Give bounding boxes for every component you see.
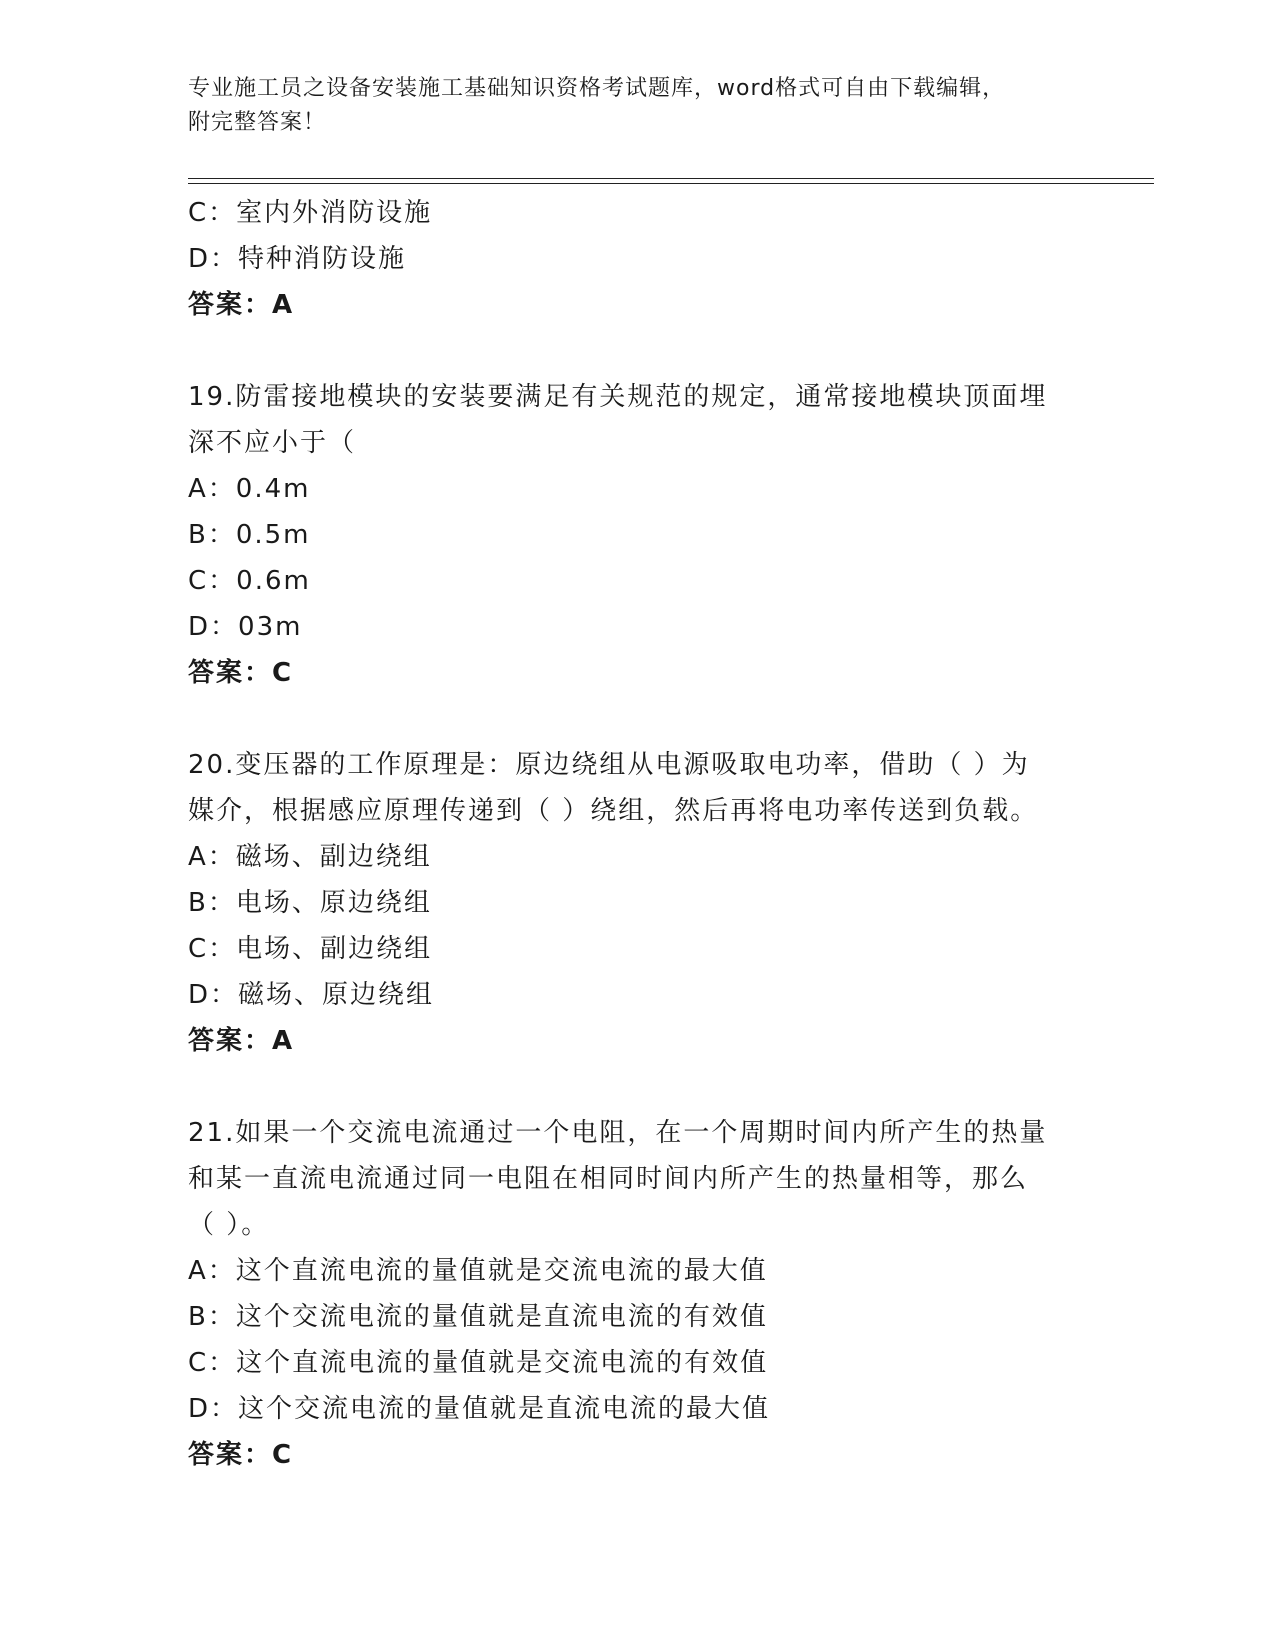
question-stem-line: 和某一直流电流通过同一电阻在相同时间内所产生的热量相等，那么 [188,1164,1029,1194]
question-21 [188,1110,1088,1478]
spacer [188,328,1088,374]
prev-question-block [188,190,1088,328]
answer-line: 答案：C [188,658,294,688]
question-stem-line: （ ）。 [188,1210,270,1240]
option-c: C：这个直流电流的量值就是交流电流的有效值 [188,1348,769,1378]
option-d: D：特种消防设施 [188,244,407,274]
spacer [188,1064,1088,1110]
answer-line: 答案：A [188,1026,295,1056]
document-header [188,72,1088,140]
question-20 [188,742,1088,1064]
option-c: C：电场、副边绕组 [188,934,433,964]
option-d: D：磁场、原边绕组 [188,980,435,1010]
option-a: A：磁场、副边绕组 [188,842,432,872]
option-a: A：0.4m [188,474,311,504]
header-rule-top [188,178,1154,179]
option-a: A：这个直流电流的量值就是交流电流的最大值 [188,1256,768,1286]
header-line-2: 附完整答案！ [188,110,327,135]
question-content [188,190,1088,1478]
question-19 [188,374,1088,696]
answer-line: 答案：A [188,290,295,320]
question-stem-line: 20.变压器的工作原理是：原边绕组从电源吸取电功率，借助（ ）为 [188,750,1030,780]
option-b: B：这个交流电流的量值就是直流电流的有效值 [188,1302,768,1332]
question-stem-line: 媒介，根据感应原理传递到（ ）绕组，然后再将电功率传送到负载。 [188,796,1039,826]
question-stem-line: 19.防雷接地模块的安装要满足有关规范的规定，通常接地模块顶面埋 [188,382,1048,412]
spacer [188,696,1088,742]
question-stem-line: 21.如果一个交流电流通过一个电阻，在一个周期时间内所产生的热量 [188,1118,1048,1148]
option-d: D：这个交流电流的量值就是直流电流的最大值 [188,1394,771,1424]
option-b: B：0.5m [188,520,311,550]
option-b: B：电场、原边绕组 [188,888,432,918]
header-rule-bottom [188,183,1154,184]
option-c: C：室内外消防设施 [188,198,433,228]
answer-line: 答案：C [188,1440,294,1470]
option-c: C：0.6m [188,566,311,596]
option-d: D：03m [188,612,303,642]
question-stem-line: 深不应小于（ [188,428,357,458]
header-line-1: 专业施工员之设备安装施工基础知识资格考试题库，word格式可自由下载编辑， [188,76,1006,101]
